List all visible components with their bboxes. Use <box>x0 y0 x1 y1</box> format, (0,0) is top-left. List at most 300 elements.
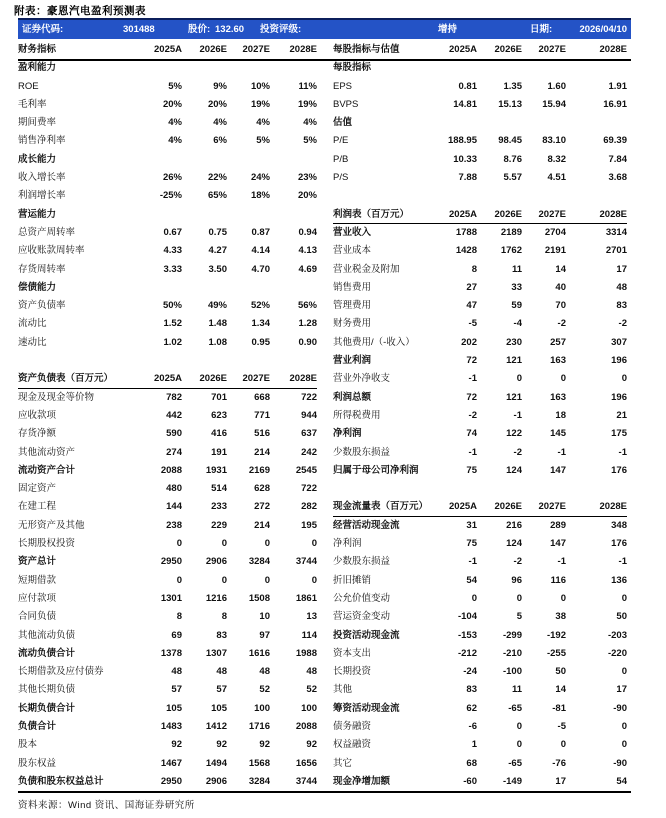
cell-value: 3314 <box>605 226 627 238</box>
table-row <box>18 773 317 791</box>
cell-value: 17 <box>616 263 627 275</box>
cell-value: 48 <box>616 281 627 293</box>
table-row <box>18 132 317 150</box>
year-column-header: 2027E <box>538 44 566 55</box>
row-label: 资产总计 <box>18 556 57 568</box>
cell-value: 20% <box>297 190 317 202</box>
cell-value: 0 <box>516 592 522 604</box>
table-row <box>333 242 627 260</box>
cell-value: 188.95 <box>447 135 477 147</box>
cell-value: 48 <box>216 666 227 678</box>
table-header-row <box>333 206 627 224</box>
cell-value: 65% <box>207 190 227 202</box>
cell-value: 163 <box>550 391 566 403</box>
cell-value: 2088 <box>160 464 182 476</box>
cell-value: 307 <box>611 336 627 348</box>
cell-value: 191 <box>211 446 227 458</box>
row-label: 销售净利率 <box>18 135 66 147</box>
table-row <box>18 242 317 260</box>
cell-value: 54 <box>466 574 477 586</box>
cell-value: 0 <box>516 720 522 732</box>
cell-value: 214 <box>254 519 270 531</box>
row-label: 速动比 <box>18 336 47 348</box>
cell-value: 0 <box>311 574 317 586</box>
row-label: 应收款项 <box>18 409 57 421</box>
table-row <box>333 517 627 535</box>
cell-value: 176 <box>611 464 627 476</box>
cell-value: 83 <box>216 629 227 641</box>
cell-value: 4.51 <box>547 172 566 184</box>
section-header-row <box>333 59 627 77</box>
cell-value: 6% <box>213 135 227 147</box>
row-label: 销售费用 <box>333 281 372 293</box>
cell-value: 92 <box>259 739 270 751</box>
year-column-header: 2028E <box>599 44 627 55</box>
table-header-row <box>18 41 317 59</box>
table-row <box>18 334 317 352</box>
table-row <box>333 78 627 96</box>
cell-value: 0 <box>560 739 566 751</box>
cell-value: 0.90 <box>298 336 317 348</box>
cell-value: 38 <box>555 611 566 623</box>
table-row <box>18 297 317 315</box>
cell-value: 48 <box>306 666 317 678</box>
cell-value: 147 <box>550 464 566 476</box>
cell-value: 100 <box>254 702 270 714</box>
row-label: 其他 <box>333 684 353 696</box>
table-row <box>333 96 627 114</box>
row-label: 筹资活动现金流 <box>333 702 400 714</box>
row-label: 成长能力 <box>18 153 57 165</box>
table-row <box>333 627 627 645</box>
price-label: 股价: <box>188 24 211 35</box>
year-column-header: 2026E <box>494 208 522 220</box>
cell-value: -24 <box>463 666 477 678</box>
cell-value: 2545 <box>295 464 317 476</box>
table-row <box>18 407 317 425</box>
cell-value: 121 <box>506 355 522 367</box>
cell-value: 637 <box>301 428 317 440</box>
table-row <box>333 297 627 315</box>
table-row <box>333 407 627 425</box>
row-label: 债务融资 <box>333 720 372 732</box>
cell-value: 68 <box>466 757 477 769</box>
table-row <box>18 700 317 718</box>
cell-value: 22% <box>207 172 227 184</box>
row-label: 营运资金变动 <box>333 611 391 623</box>
table-row <box>18 681 317 699</box>
row-label: 其他流动资产 <box>18 446 76 458</box>
cell-value: 1508 <box>248 592 270 604</box>
bottom-divider <box>18 791 631 793</box>
cell-value: -1 <box>618 446 627 458</box>
cell-value: 230 <box>506 336 522 348</box>
cell-value: 0 <box>516 739 522 751</box>
cell-value: 19% <box>250 98 270 110</box>
cell-value: 1.34 <box>251 318 270 330</box>
cell-value: -255 <box>546 647 566 659</box>
table-row <box>333 590 627 608</box>
table-row <box>333 773 627 791</box>
cell-value: 33 <box>511 281 522 293</box>
cell-value: 19% <box>297 98 317 110</box>
year-column-header: 2025A <box>449 501 477 513</box>
cell-value: 0 <box>621 373 627 385</box>
year-column-header: 2025A <box>154 373 182 385</box>
cell-value: -60 <box>463 775 477 787</box>
cell-value: 1378 <box>160 647 182 659</box>
row-label: 股本 <box>18 739 38 751</box>
row-label: 流动比 <box>18 318 47 330</box>
cell-value: 8 <box>221 611 227 623</box>
cell-value: 1.48 <box>208 318 227 330</box>
cell-value: 5.57 <box>503 172 522 184</box>
cell-value: 257 <box>550 336 566 348</box>
row-label: 经营活动现金流 <box>333 519 400 531</box>
row-label: 净利润 <box>333 538 362 550</box>
cell-value: 0 <box>560 373 566 385</box>
cell-value: 50% <box>162 300 182 312</box>
cell-value: 8.76 <box>503 153 522 165</box>
cell-value: 8 <box>176 611 182 623</box>
cell-value: 0.75 <box>208 226 227 238</box>
table-row <box>18 444 317 462</box>
row-label: 盈利能力 <box>18 62 57 74</box>
cell-value: 3.68 <box>608 172 627 184</box>
info-bar <box>18 18 631 39</box>
table-row <box>18 608 317 626</box>
cell-value: 274 <box>166 446 182 458</box>
section-header-row <box>18 59 317 77</box>
cell-value: 416 <box>211 428 227 440</box>
row-label: 每股指标与估值 <box>333 44 400 55</box>
cell-value: 701 <box>211 391 227 403</box>
cell-value: 1.35 <box>503 80 522 92</box>
cell-value: -6 <box>468 720 477 732</box>
cell-value: 27 <box>466 281 477 293</box>
cell-value: 2701 <box>605 245 627 257</box>
row-label: 毛利率 <box>18 98 47 110</box>
year-column-header: 2027E <box>242 44 270 55</box>
cell-value: 0 <box>176 538 182 550</box>
cell-value: 4.14 <box>251 245 270 257</box>
row-label: P/B <box>333 153 349 165</box>
row-label: 存货净额 <box>18 428 57 440</box>
cell-value: 348 <box>611 519 627 531</box>
cell-value: 195 <box>301 519 317 531</box>
cell-value: 2906 <box>205 775 227 787</box>
cell-value: 1568 <box>248 757 270 769</box>
cell-value: 1 <box>471 739 477 751</box>
cell-value: 238 <box>166 519 182 531</box>
cell-value: 5 <box>516 611 522 623</box>
cell-value: 11% <box>298 80 317 92</box>
cell-value: 0.95 <box>251 336 270 348</box>
cell-value: 1988 <box>295 647 317 659</box>
cell-value: 1301 <box>160 592 182 604</box>
cell-value: 116 <box>550 574 566 586</box>
cell-value: -25% <box>159 190 182 202</box>
table-row <box>18 627 317 645</box>
cell-value: 62 <box>466 702 477 714</box>
table-row <box>333 572 627 590</box>
cell-value: 17 <box>555 775 566 787</box>
cell-value: -212 <box>457 647 477 659</box>
cell-value: 2189 <box>500 226 522 238</box>
year-column-header: 2026E <box>494 501 522 513</box>
cell-value: 7.88 <box>458 172 477 184</box>
spacer-row <box>333 187 627 205</box>
cell-value: 1.52 <box>163 318 182 330</box>
row-label: 利润增长率 <box>18 190 66 202</box>
table-row <box>333 681 627 699</box>
table-row <box>333 151 627 169</box>
row-label: 负债和股东权益总计 <box>18 775 104 787</box>
cell-value: 97 <box>259 629 270 641</box>
cell-value: 0 <box>471 592 477 604</box>
left-column-tables <box>18 41 317 791</box>
cell-value: 21 <box>616 409 627 421</box>
row-label: ROE <box>18 80 39 92</box>
table-row <box>333 718 627 736</box>
year-column-header: 2028E <box>599 501 627 513</box>
rating-label: 投资评级: <box>260 24 302 35</box>
cell-value: 0 <box>176 574 182 586</box>
cell-value: 242 <box>301 446 317 458</box>
cell-value: 1.91 <box>608 80 627 92</box>
table-row <box>18 224 317 242</box>
cell-value: 196 <box>611 391 627 403</box>
cell-value: -90 <box>613 702 627 714</box>
row-label: 股东权益 <box>18 757 57 769</box>
cell-value: 18 <box>555 409 566 421</box>
table-row <box>18 389 317 407</box>
cell-value: 11 <box>511 263 522 275</box>
row-label: 权益融资 <box>333 739 372 751</box>
table-header-row <box>333 41 627 59</box>
cell-value: 782 <box>166 391 182 403</box>
cell-value: 4% <box>168 117 182 129</box>
cell-value: 72 <box>466 355 477 367</box>
table-row <box>18 261 317 279</box>
cell-value: -220 <box>607 647 627 659</box>
row-label: 现金及现金等价物 <box>18 391 95 403</box>
cell-value: 72 <box>466 391 477 403</box>
cell-value: 31 <box>466 519 477 531</box>
year-column-header: 2028E <box>289 44 317 55</box>
year-column-header: 2027E <box>242 373 270 385</box>
cell-value: -1 <box>557 446 566 458</box>
table-row <box>333 736 627 754</box>
cell-value: 514 <box>211 483 227 495</box>
table-row <box>333 279 627 297</box>
table-row <box>333 132 627 150</box>
cell-value: 1428 <box>455 245 477 257</box>
cell-value: 3.33 <box>163 263 182 275</box>
cell-value: 11 <box>511 684 522 696</box>
table-row <box>333 444 627 462</box>
row-label: 长期借款及应付债券 <box>18 666 104 678</box>
year-column-header: 2026E <box>199 44 227 55</box>
row-label: P/E <box>333 135 349 147</box>
table-row <box>333 352 627 370</box>
cell-value: 623 <box>211 409 227 421</box>
cell-value: 0.67 <box>163 226 182 238</box>
table-row <box>18 96 317 114</box>
row-label: 流动资产合计 <box>18 464 76 476</box>
stock-code-value: 301488 <box>123 24 155 35</box>
table-row <box>18 663 317 681</box>
cell-value: 7.84 <box>608 153 627 165</box>
cell-value: 1.28 <box>298 318 317 330</box>
row-label: 少数股东损益 <box>333 556 391 568</box>
cell-value: 3284 <box>248 775 270 787</box>
row-label: 负债合计 <box>18 720 57 732</box>
cell-value: 214 <box>254 446 270 458</box>
row-label: 营业成本 <box>333 245 372 257</box>
cell-value: 114 <box>301 629 317 641</box>
cell-value: 4.69 <box>298 263 317 275</box>
cell-value: 54 <box>616 775 627 787</box>
cell-value: 18% <box>250 190 270 202</box>
table-row <box>18 114 317 132</box>
cell-value: 105 <box>211 702 227 714</box>
table-row <box>333 425 627 443</box>
row-label: 营业收入 <box>333 226 372 238</box>
section-header-row <box>18 206 317 224</box>
cell-value: -1 <box>618 556 627 568</box>
cell-value: 1861 <box>295 592 317 604</box>
right-column-tables <box>333 41 627 791</box>
table-row <box>333 334 627 352</box>
cell-value: -2 <box>513 446 522 458</box>
cell-value: -153 <box>457 629 477 641</box>
section-header-row <box>333 114 627 132</box>
cell-value: 122 <box>506 428 522 440</box>
date-value: 2026/04/10 <box>579 24 627 35</box>
table-row <box>18 480 317 498</box>
cell-value: 1616 <box>248 647 270 659</box>
cell-value: 50 <box>616 611 627 623</box>
row-label: BVPS <box>333 98 359 110</box>
cell-value: 124 <box>506 464 522 476</box>
cell-value: 13 <box>306 611 317 623</box>
row-label: 其他长期负债 <box>18 684 76 696</box>
cell-value: 272 <box>254 501 270 513</box>
cell-value: 70 <box>555 300 566 312</box>
cell-value: 145 <box>550 428 566 440</box>
table-row <box>333 755 627 773</box>
cell-value: 1.08 <box>208 336 227 348</box>
row-label: 其他流动负债 <box>18 629 76 641</box>
table-row <box>333 535 627 553</box>
table-row <box>333 370 627 388</box>
cell-value: -4 <box>513 318 522 330</box>
cell-value: 722 <box>301 483 317 495</box>
cell-value: 4% <box>168 135 182 147</box>
cell-value: 1.60 <box>547 80 566 92</box>
row-label: 财务费用 <box>333 318 372 330</box>
cell-value: 50 <box>555 666 566 678</box>
year-column-header: 2026E <box>494 44 522 55</box>
cell-value: 2191 <box>544 245 566 257</box>
cell-value: -65 <box>508 757 522 769</box>
cell-value: 1307 <box>205 647 227 659</box>
cell-value: -5 <box>557 720 566 732</box>
cell-value: 2950 <box>160 775 182 787</box>
row-label: 少数股东损益 <box>333 446 391 458</box>
table-header-row <box>333 498 627 516</box>
cell-value: 216 <box>506 519 522 531</box>
cell-value: 16.91 <box>603 98 627 110</box>
table-row <box>333 608 627 626</box>
cell-value: -1 <box>468 446 477 458</box>
cell-value: 0 <box>221 574 227 586</box>
cell-value: 771 <box>254 409 270 421</box>
cell-value: 52% <box>250 300 270 312</box>
cell-value: 0.81 <box>458 80 477 92</box>
cell-value: 196 <box>611 355 627 367</box>
cell-value: 0 <box>516 373 522 385</box>
table-row <box>18 187 317 205</box>
cell-value: 83.10 <box>542 135 566 147</box>
cell-value: 3.50 <box>208 263 227 275</box>
table-row <box>18 645 317 663</box>
cell-value: 98.45 <box>498 135 522 147</box>
row-label: 利润总额 <box>333 391 372 403</box>
cell-value: 590 <box>166 428 182 440</box>
cell-value: 2950 <box>160 556 182 568</box>
year-column-header: 2026E <box>199 373 227 385</box>
cell-value: -100 <box>502 666 522 678</box>
cell-value: 40 <box>555 281 566 293</box>
cell-value: -2 <box>468 409 477 421</box>
row-label: 投资活动现金流 <box>333 629 400 641</box>
cell-value: -1 <box>557 556 566 568</box>
cell-value: 2906 <box>205 556 227 568</box>
cell-value: -1 <box>513 409 522 421</box>
cell-value: 1762 <box>500 245 522 257</box>
cell-value: 74 <box>466 428 477 440</box>
row-label: 利润表（百万元） <box>333 208 410 220</box>
row-label: 现金流量表（百万元） <box>333 501 429 513</box>
cell-value: 0 <box>221 538 227 550</box>
cell-value: 10% <box>250 80 270 92</box>
row-label: 应收账款周转率 <box>18 245 85 257</box>
row-label: 估值 <box>333 117 353 129</box>
year-column-header: 2025A <box>154 44 182 55</box>
table-row <box>18 535 317 553</box>
cell-value: -2 <box>557 318 566 330</box>
cell-value: 20% <box>162 98 182 110</box>
table-row <box>333 389 627 407</box>
cell-value: 0 <box>621 739 627 751</box>
cell-value: 136 <box>611 574 627 586</box>
cell-value: 147 <box>550 538 566 550</box>
row-label: 应付款项 <box>18 592 57 604</box>
table-row <box>18 78 317 96</box>
year-column-header: 2028E <box>599 208 627 220</box>
row-label: 营运能力 <box>18 208 57 220</box>
cell-value: -65 <box>508 702 522 714</box>
cell-value: 4% <box>303 117 317 129</box>
row-label: 合同负债 <box>18 611 57 623</box>
row-label: 流动负债合计 <box>18 647 76 659</box>
cell-value: 69 <box>171 629 182 641</box>
year-column-header: 2025A <box>449 44 477 55</box>
table-row <box>18 425 317 443</box>
row-label: 固定资产 <box>18 483 57 495</box>
